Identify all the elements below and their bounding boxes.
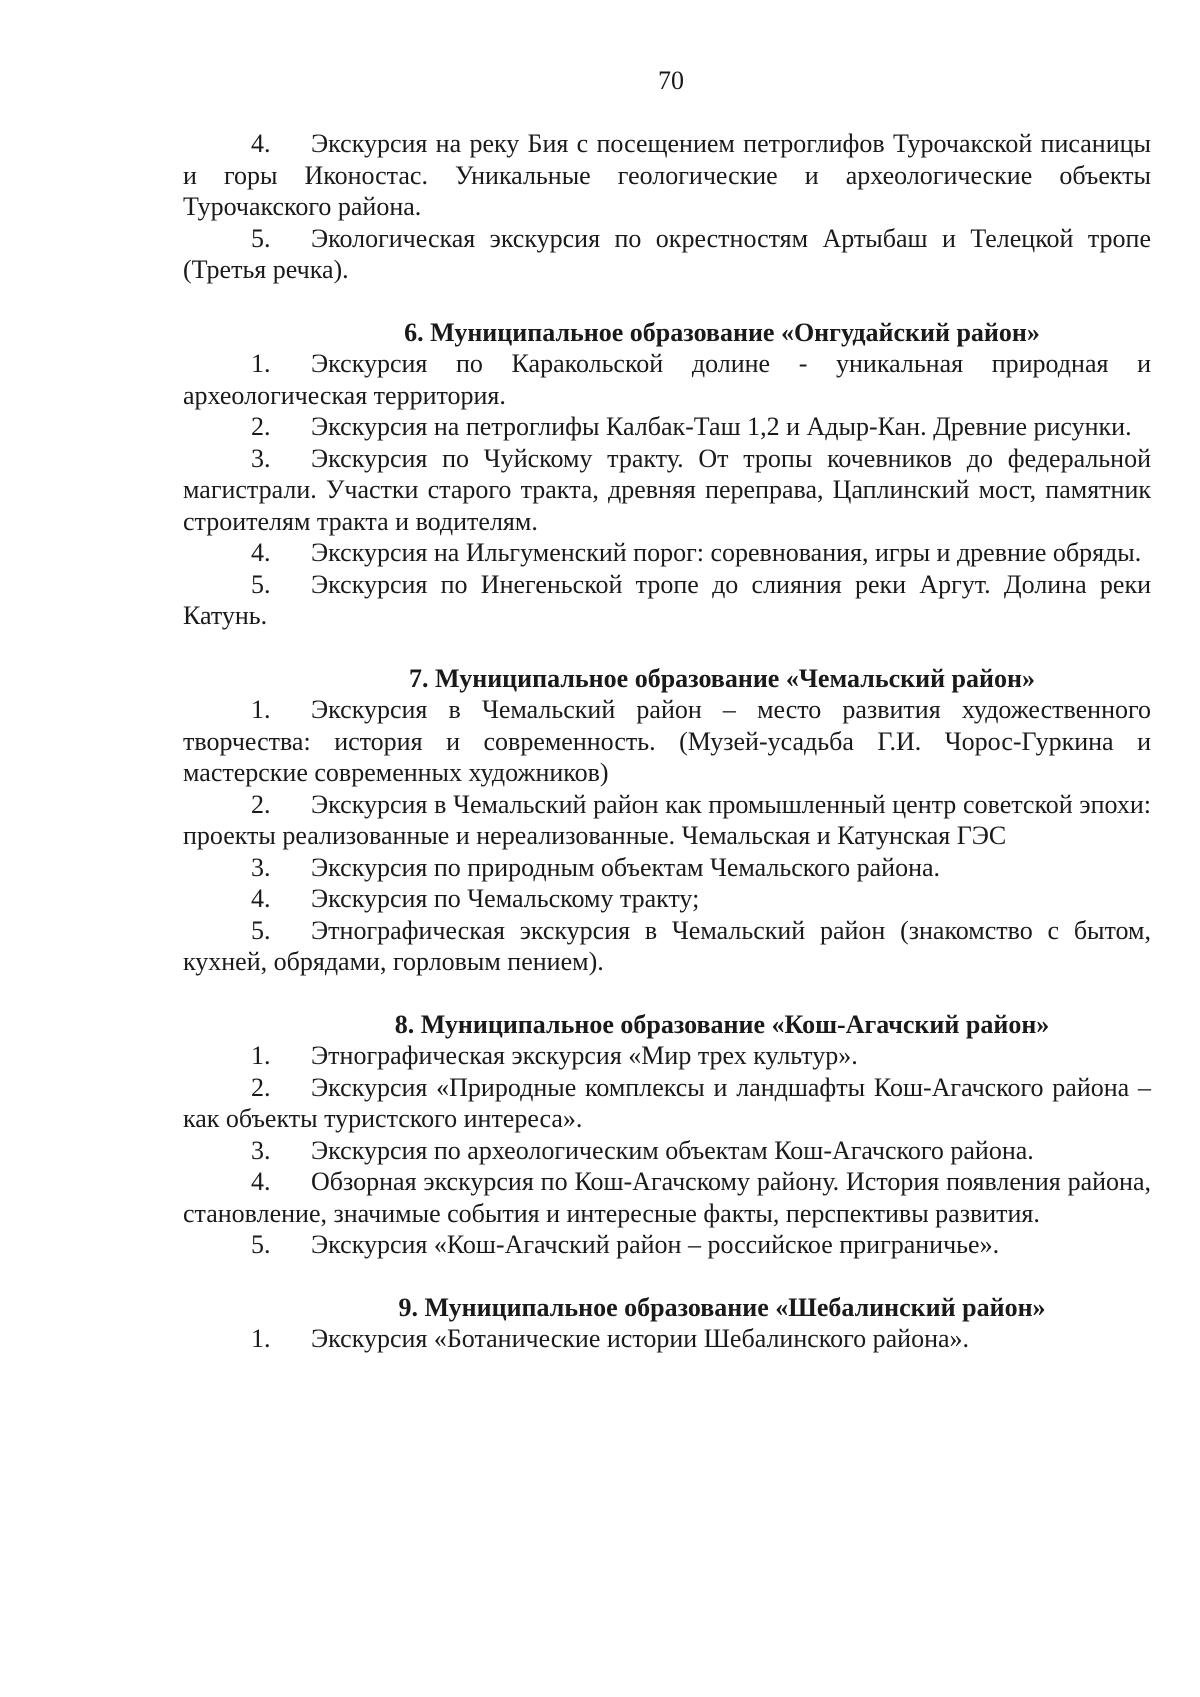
item-number: 5. [251,569,271,599]
item-number: 1. [251,349,271,378]
item-number: 2. [251,412,271,441]
item-text: Экскурсия на петроглифы Калбак-Таш 1,2 и Адыр-Кан. Древние рисунки. [311,412,1132,441]
section-ongudai [183,317,1151,632]
item-text: Экскурсия «Ботанические истории Шебалинского района». [311,1324,970,1353]
item-number: 3. [251,443,271,473]
section-chemal [183,663,1151,978]
list-item [183,223,1151,286]
item-number: 1. [251,1324,271,1353]
section-kosh-agach [183,1009,1151,1261]
item-text: Экскурсия в Чемальский район – место развития художественного творчества: история и современность. (Музей-усадьба Г.И. Чорос-Гуркина и мастерские современных художников) [183,695,1151,787]
list-item [183,1135,1151,1167]
list-item [183,915,1151,978]
item-number: 5. [251,1230,271,1259]
item-text: Этнографическая экскурсия в Чемальский район (знакомство с бытом, кухней, обрядами, горловым пением). [183,915,1151,976]
item-number: 2. [251,1072,271,1102]
item-number: 4. [251,1167,271,1196]
item-text: Экскурсия на Ильгуменский порог: соревнования, игры и древние обряды. [311,538,1142,567]
item-number: 4. [251,884,271,913]
list-item [183,443,1151,538]
item-number: 2. [251,789,271,819]
list-item [183,883,1151,915]
list-item [183,789,1151,852]
item-number: 4. [251,129,271,158]
list-item [183,1323,1151,1355]
item-number: 4. [251,538,271,567]
item-text: Экскурсия «Природные комплексы и ландшафты Кош-Агачского района – как объекты туристского интереса». [183,1072,1151,1133]
item-text: Экскурсия на реку Бия с посещением петроглифов Турочакской писаницы и горы Иконостас. Уникальные геологические и археологические объекты Турочакского района. [183,129,1151,221]
page-number: 70 [658,66,684,95]
list-item [183,852,1151,884]
list-item [183,411,1151,443]
item-text: Экскурсия по Инегеньской тропе до слияния реки Аргут. Долина реки Катунь. [183,569,1151,630]
item-text: Этнографическая экскурсия «Мир трех культур». [311,1041,858,1070]
item-text: Экскурсия по Чемальскому тракту; [311,884,700,913]
section-shebalino [183,1292,1151,1355]
section-heading: 8. Муниципальное образование «Кош-Агачский район» [394,1009,1050,1039]
item-text: Экологическая экскурсия по окрестностям Артыбаш и Телецкой тропе (Третья речка). [183,223,1151,284]
item-text: Экскурсия по археологическим объектам Кош-Агачского района. [311,1135,1034,1165]
section-turochak-continued [183,128,1151,286]
list-item [183,694,1151,789]
list-item [183,569,1151,632]
item-number: 1. [251,695,271,724]
list-item [183,1072,1151,1135]
item-number: 3. [251,1135,271,1165]
document-body [183,128,1151,1355]
item-text: Экскурсия в Чемальский район как промышленный центр советской эпохи: проекты реализованные и нереализованные. Чемальская и Катунская ГЭС [183,789,1151,850]
list-item [183,1166,1151,1229]
item-number: 1. [251,1041,271,1070]
list-item [183,1229,1151,1261]
item-number: 3. [251,852,271,882]
item-text: Экскурсия по природным объектам Чемальского района. [311,852,941,882]
list-item [183,537,1151,569]
section-heading: 9. Муниципальное образование «Шебалинский район» [398,1292,1046,1322]
section-heading: 6. Муниципальное образование «Онгудайский район» [404,317,1040,347]
item-text: Экскурсия по Каракольской долине - уникальная природная и археологическая территория. [183,349,1151,410]
item-number: 5. [251,915,271,945]
item-number: 5. [251,223,271,253]
item-text: Экскурсия «Кош-Агачский район – российское приграничье». [311,1230,1000,1259]
item-text: Экскурсия по Чуйскому тракту. От тропы кочевников до федеральной магистрали. Участки старого тракта, древняя переправа, Цаплинский мост, памятник строителям тракта и водителям. [183,443,1151,536]
section-heading: 7. Муниципальное образование «Чемальский район» [409,663,1035,693]
list-item [183,348,1151,411]
list-item [183,1040,1151,1072]
item-text: Обзорная экскурсия по Кош-Агачскому району. История появления района, становление, значимые события и интересные факты, перспективы развития. [183,1167,1151,1228]
list-item [183,128,1151,223]
